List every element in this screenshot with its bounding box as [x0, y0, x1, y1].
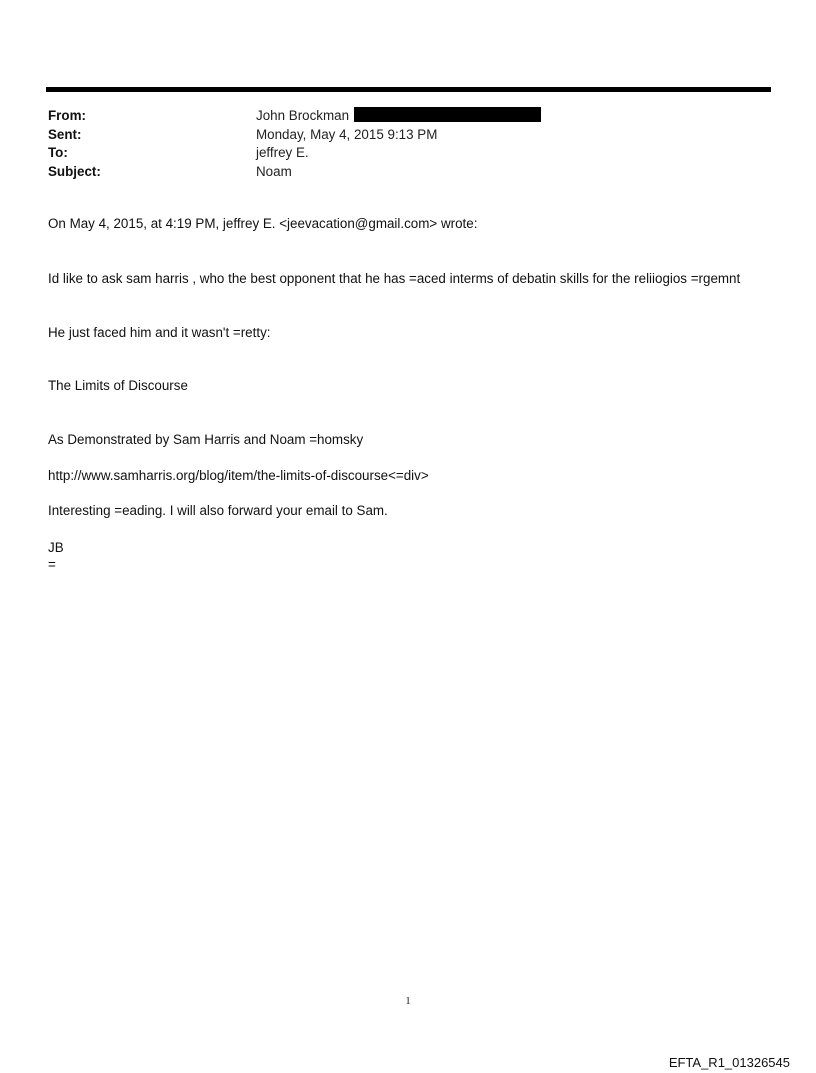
- body-line-signature: JB: [48, 540, 64, 555]
- header-divider-rule: [46, 87, 771, 92]
- from-row: [48, 107, 768, 126]
- sent-value: Monday, May 4, 2015 9:13 PM: [256, 126, 438, 142]
- page-number: 1: [405, 995, 411, 1007]
- subject-value: Noam: [256, 163, 292, 179]
- email-header: [48, 107, 768, 181]
- from-value: [256, 107, 541, 125]
- body-line-article-subtitle: As Demonstrated by Sam Harris and Noam =homsky: [48, 432, 364, 447]
- from-label: From:: [48, 108, 86, 123]
- sent-row: [48, 126, 768, 145]
- body-line-trailing-equals: =: [48, 557, 56, 572]
- to-value: jeffrey E.: [256, 145, 309, 160]
- body-line-faced: He just faced him and it wasn't =retty:: [48, 325, 271, 340]
- to-row: [48, 144, 768, 163]
- sent-label: Sent:: [48, 126, 82, 142]
- subject-label: Subject:: [48, 163, 101, 179]
- body-line-question: Id like to ask sam harris , who the best opponent that he has =aced interms of debatin skills for the reliiogios =rgemnt: [48, 271, 741, 286]
- subject-row: [48, 163, 768, 182]
- to-label: To:: [48, 145, 68, 160]
- redaction-block: [354, 107, 541, 122]
- body-line-article-title: The Limits of Discourse: [48, 378, 188, 393]
- body-line-url: http://www.samharris.org/blog/item/the-limits-of-discourse<=div>: [48, 468, 429, 483]
- sender-name: John Brockman: [256, 108, 350, 123]
- quote-attribution-line: On May 4, 2015, at 4:19 PM, jeffrey E. <jeevacation@gmail.com> wrote:: [48, 216, 478, 231]
- document-id: EFTA_R1_01326545: [668, 1055, 790, 1070]
- body-line-reply: Interesting =eading. I will also forward your email to Sam.: [48, 503, 388, 518]
